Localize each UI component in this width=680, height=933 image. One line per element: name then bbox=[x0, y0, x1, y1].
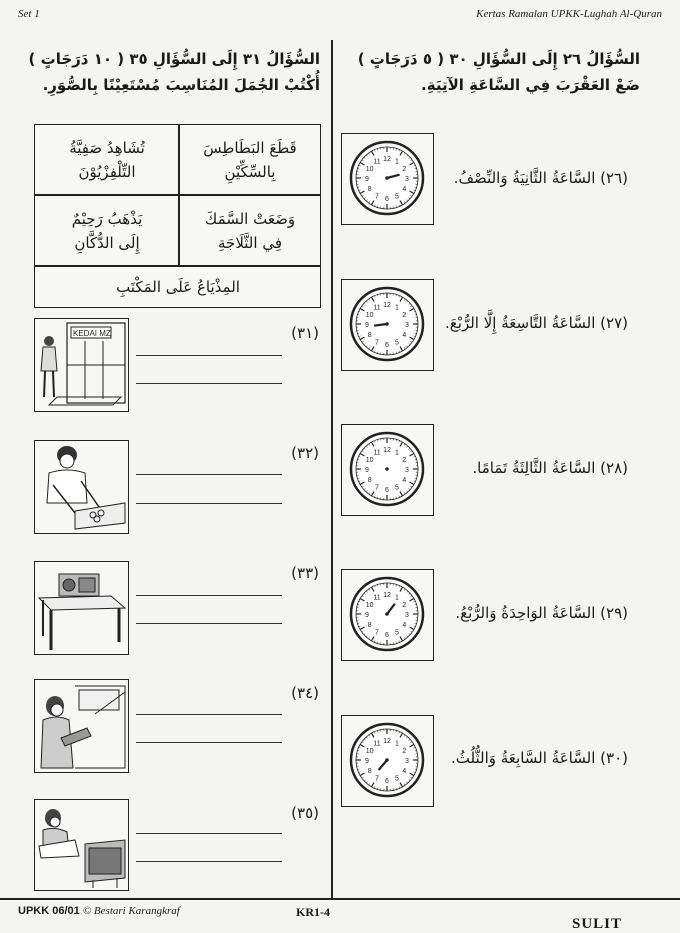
option-fish-fridge: وَضَعَتْ السَّمَكَ فِي الثَّلَاجَةِ bbox=[180, 196, 320, 265]
svg-text:7: 7 bbox=[375, 775, 379, 782]
svg-text:8: 8 bbox=[368, 186, 372, 193]
answer-line[interactable] bbox=[136, 474, 282, 475]
picture-shop bbox=[34, 318, 129, 412]
svg-text:8: 8 bbox=[368, 622, 372, 629]
svg-text:10: 10 bbox=[366, 602, 374, 609]
svg-text:2: 2 bbox=[402, 457, 406, 464]
svg-text:3: 3 bbox=[405, 467, 409, 474]
svg-text:10: 10 bbox=[366, 748, 374, 755]
svg-text:12: 12 bbox=[383, 302, 391, 309]
svg-text:11: 11 bbox=[373, 450, 380, 457]
svg-text:5: 5 bbox=[395, 629, 399, 636]
svg-text:9: 9 bbox=[365, 758, 369, 765]
question-35-number: (٣٥) bbox=[291, 804, 319, 822]
question-31-number: (٣١) bbox=[291, 324, 319, 342]
svg-text:12: 12 bbox=[383, 592, 391, 599]
paper-title: Kertas Ramalan UPKK-Lughah Al-Quran bbox=[476, 8, 662, 20]
svg-text:7: 7 bbox=[375, 339, 379, 346]
svg-text:10: 10 bbox=[366, 166, 374, 173]
clock-27[interactable] bbox=[341, 279, 434, 371]
svg-text:12: 12 bbox=[383, 156, 391, 163]
svg-text:6: 6 bbox=[385, 632, 389, 639]
question-30: (٣٠) السَّاعَةُ السَّابِعَةُ وَالثُّلُثُ. bbox=[451, 749, 628, 767]
option-cut-potato: قَطَعَ البَطَاطِسَ بِالسِّكِّيْنِ bbox=[180, 126, 320, 194]
set-label: Set 1 bbox=[18, 8, 40, 20]
picture-watch-tv bbox=[34, 799, 129, 891]
svg-text:11: 11 bbox=[373, 595, 380, 602]
question-33-number: (٣٣) bbox=[291, 564, 319, 582]
answer-line[interactable] bbox=[136, 861, 282, 862]
right-section-title: السُّؤَالُ ٢٦ إِلَى السُّؤَالِ ٣٠ ( ٥ دَرَجَاتٍ ) bbox=[358, 50, 640, 68]
svg-text:4: 4 bbox=[402, 477, 406, 484]
svg-text:4: 4 bbox=[402, 332, 406, 339]
svg-text:3: 3 bbox=[405, 176, 409, 183]
picture-cutting-potato bbox=[34, 440, 129, 534]
footer-page: KR1-4 bbox=[296, 905, 330, 920]
option-go-shop: يَذْهَبُ رَحِيْمٌ إِلَى الدُّكَّانِ bbox=[36, 196, 178, 265]
answer-line[interactable] bbox=[136, 355, 282, 356]
question-29: (٢٩) السَّاعَةُ الوَاحِدَةُ وَالرُّبْعُ. bbox=[455, 604, 628, 622]
svg-text:9: 9 bbox=[365, 176, 369, 183]
left-section-title: السُّؤَالُ ٣١ إِلَى السُّؤَالِ ٣٥ ( ١٠ دَرَجَاتٍ ) bbox=[29, 50, 320, 68]
footer-stamp: SULIT bbox=[572, 916, 622, 933]
clock-29[interactable] bbox=[341, 569, 434, 661]
svg-text:11: 11 bbox=[373, 159, 380, 166]
option-radio-desk: المِذْيَاعُ عَلَى المَكْتَبِ bbox=[36, 267, 320, 307]
picture-radio-desk bbox=[34, 561, 129, 655]
svg-text:6: 6 bbox=[385, 342, 389, 349]
svg-text:12: 12 bbox=[383, 447, 391, 454]
svg-text:11: 11 bbox=[373, 305, 380, 312]
answer-line[interactable] bbox=[136, 623, 282, 624]
svg-text:3: 3 bbox=[405, 612, 409, 619]
svg-text:7: 7 bbox=[375, 629, 379, 636]
svg-text:12: 12 bbox=[383, 738, 391, 745]
svg-text:8: 8 bbox=[368, 768, 372, 775]
svg-text:9: 9 bbox=[365, 467, 369, 474]
question-32-number: (٣٢) bbox=[291, 444, 319, 462]
svg-text:8: 8 bbox=[368, 332, 372, 339]
svg-text:9: 9 bbox=[365, 612, 369, 619]
answer-line[interactable] bbox=[136, 595, 282, 596]
answer-line[interactable] bbox=[136, 742, 282, 743]
answer-line[interactable] bbox=[136, 714, 282, 715]
svg-text:6: 6 bbox=[385, 778, 389, 785]
svg-text:4: 4 bbox=[402, 622, 406, 629]
svg-text:5: 5 bbox=[395, 193, 399, 200]
svg-text:10: 10 bbox=[366, 457, 374, 464]
option-watch-tv: تُشَاهِدُ صَفِيَّةُ التِّلْفِزْيُوْنَ bbox=[36, 126, 178, 194]
answer-line[interactable] bbox=[136, 383, 282, 384]
footer-left bbox=[18, 905, 180, 917]
shop-sign: KEDAI MZ bbox=[73, 329, 111, 338]
svg-text:1: 1 bbox=[395, 741, 399, 748]
question-34-number: (٣٤) bbox=[291, 684, 319, 702]
right-section-instruction: ضَعْ العَقْرَبَ فِي السَّاعَةِ الآتِيَةِ. bbox=[421, 76, 640, 94]
svg-text:3: 3 bbox=[405, 322, 409, 329]
svg-text:7: 7 bbox=[375, 484, 379, 491]
svg-text:1: 1 bbox=[395, 450, 399, 457]
svg-text:9: 9 bbox=[365, 322, 369, 329]
svg-text:5: 5 bbox=[395, 339, 399, 346]
answer-line[interactable] bbox=[136, 503, 282, 504]
answer-line[interactable] bbox=[136, 833, 282, 834]
svg-text:2: 2 bbox=[402, 166, 406, 173]
question-28: (٢٨) السَّاعَةُ الثَّالِثَةُ تَمَامًا. bbox=[472, 459, 628, 477]
svg-text:7: 7 bbox=[375, 193, 379, 200]
svg-text:4: 4 bbox=[402, 186, 406, 193]
svg-text:1: 1 bbox=[395, 595, 399, 602]
footer-publisher: © Bestari Karangkraf bbox=[83, 905, 180, 917]
svg-text:5: 5 bbox=[395, 775, 399, 782]
clock-30[interactable] bbox=[341, 715, 434, 807]
svg-text:11: 11 bbox=[373, 741, 380, 748]
svg-text:2: 2 bbox=[402, 312, 406, 319]
clock-26[interactable] bbox=[341, 133, 434, 225]
svg-text:2: 2 bbox=[402, 748, 406, 755]
svg-text:4: 4 bbox=[402, 768, 406, 775]
footer-rule bbox=[0, 898, 680, 900]
question-26: (٢٦) السَّاعَةُ الثَّانِيَةُ وَالنِّصْفُ. bbox=[454, 169, 628, 187]
svg-text:10: 10 bbox=[366, 312, 374, 319]
svg-text:3: 3 bbox=[405, 758, 409, 765]
svg-text:6: 6 bbox=[385, 196, 389, 203]
svg-text:8: 8 bbox=[368, 477, 372, 484]
footer-code: UPKK 06/01 bbox=[18, 905, 80, 917]
svg-text:1: 1 bbox=[395, 159, 399, 166]
question-27: (٢٧) السَّاعَةُ التَّاسِعَةُ إِلَّا الرُّبْعَ. bbox=[445, 314, 628, 332]
left-section-instruction: أُكْتُبْ الجُمَلَ المُنَاسِبَ مُسْتَعِيْنًا بِالصُّوَرِ. bbox=[43, 76, 320, 94]
svg-text:2: 2 bbox=[402, 602, 406, 609]
svg-text:5: 5 bbox=[395, 484, 399, 491]
picture-fish-fridge bbox=[34, 679, 129, 773]
svg-text:6: 6 bbox=[385, 487, 389, 494]
column-divider bbox=[331, 40, 333, 898]
clock-28[interactable] bbox=[341, 424, 434, 516]
svg-text:1: 1 bbox=[395, 305, 399, 312]
